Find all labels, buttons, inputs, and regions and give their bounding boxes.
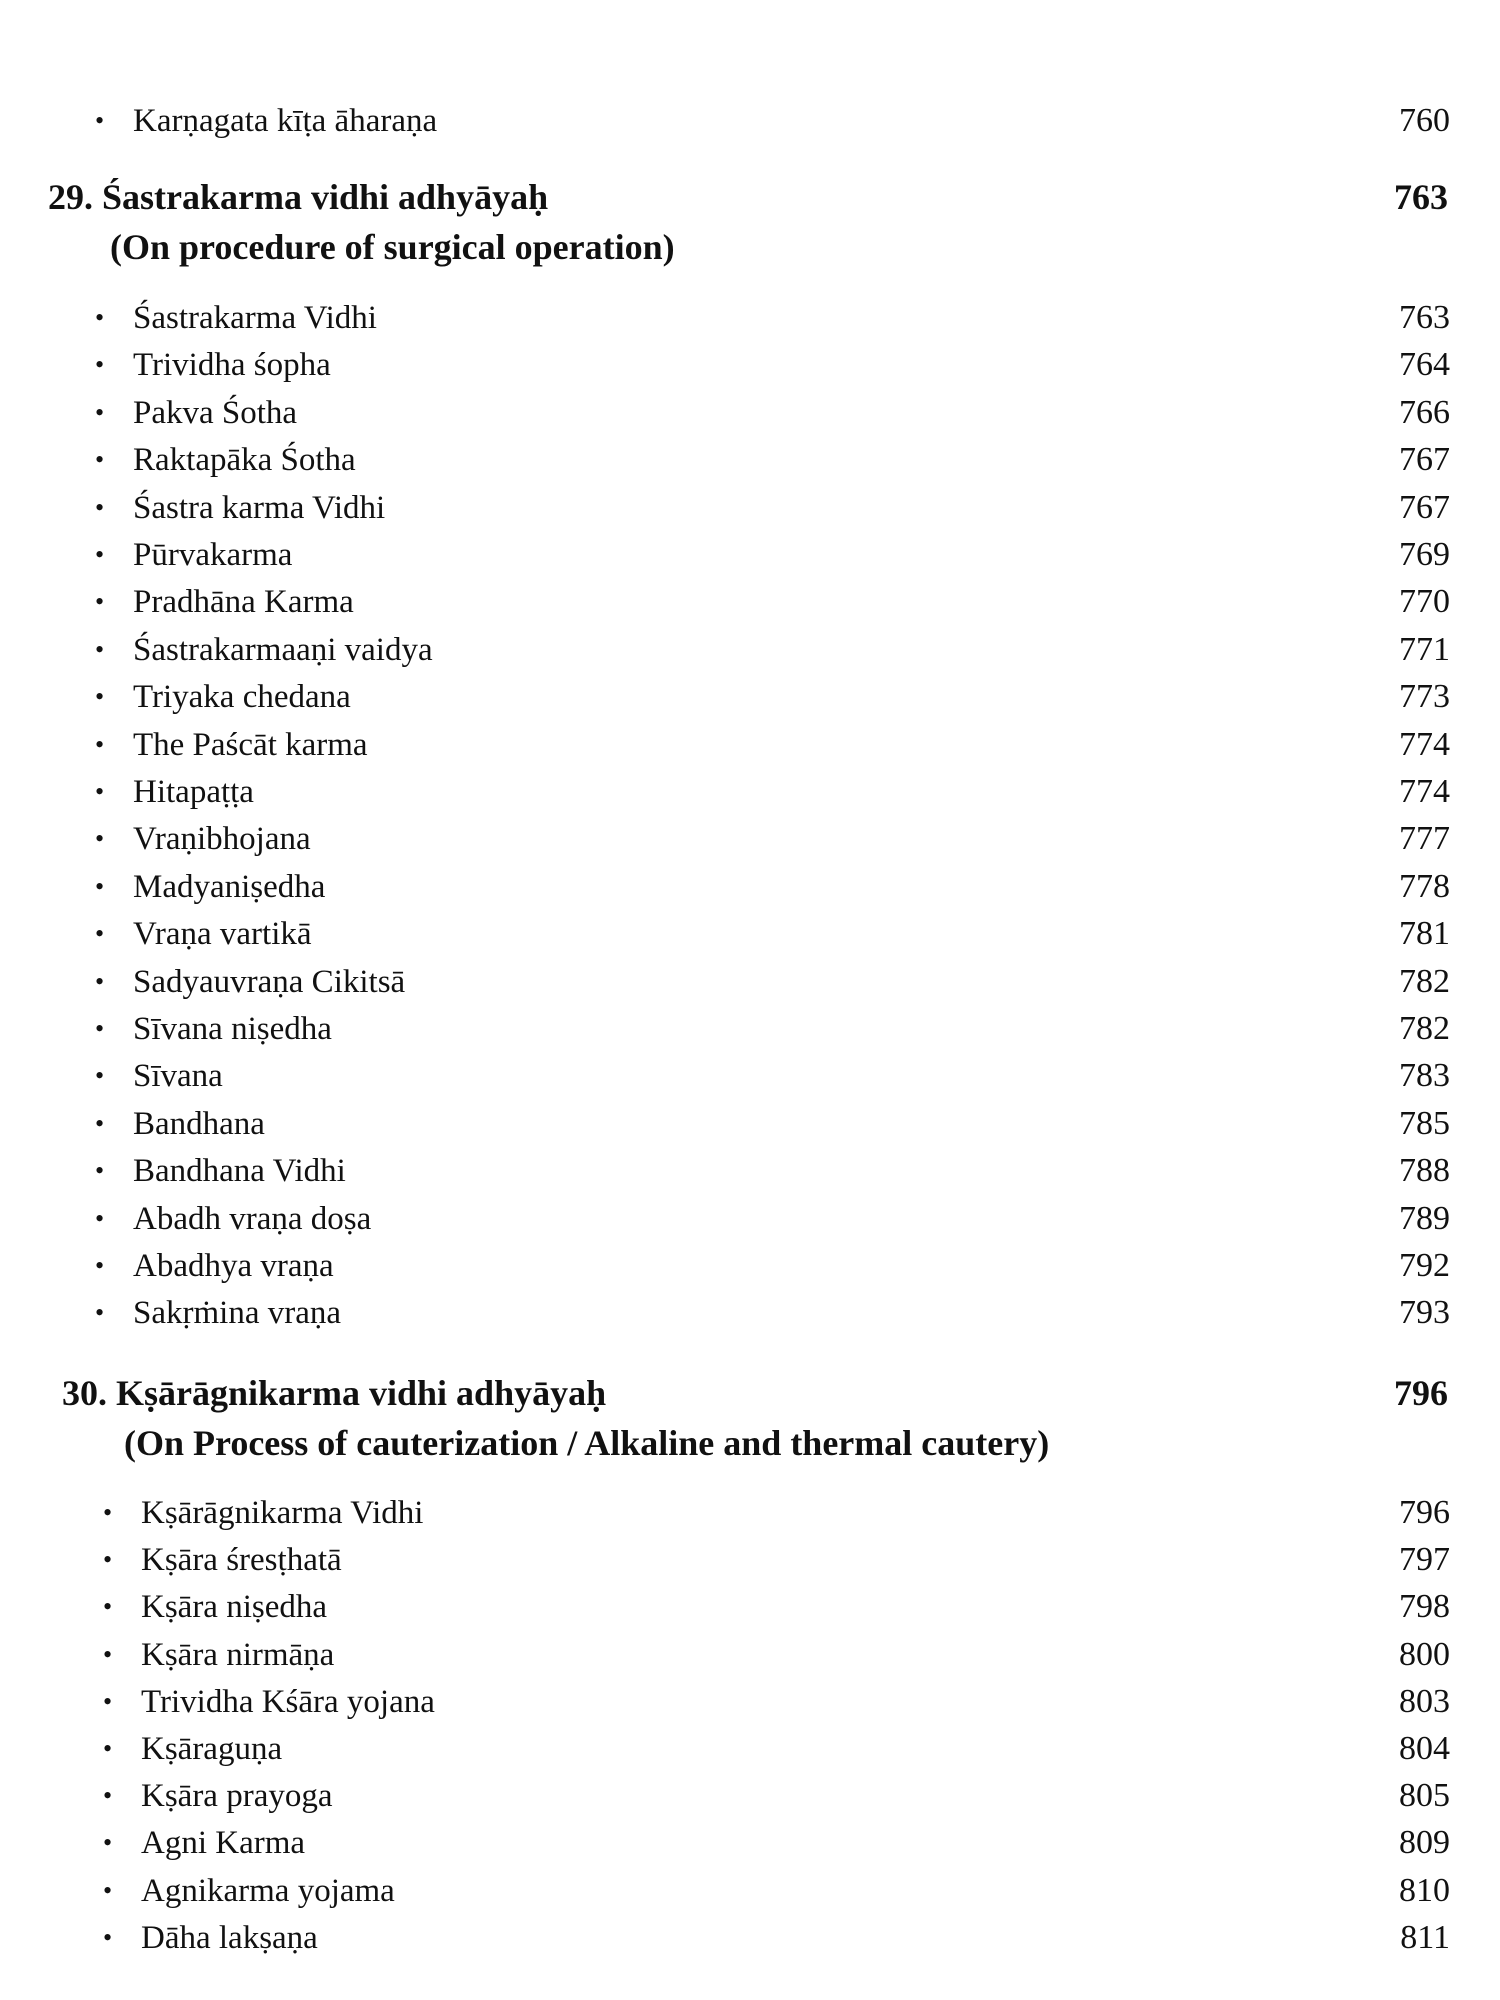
chapter-subtitle: (On procedure of surgical operation) bbox=[110, 227, 675, 267]
toc-entry-label: Kṣāra niṣedha bbox=[141, 1589, 328, 1626]
bullet-icon: • bbox=[103, 1781, 113, 1811]
toc-entry-page: 798 bbox=[1399, 1588, 1450, 1626]
toc-entry-page: 785 bbox=[1399, 1104, 1450, 1142]
toc-entry-label: Triyaka chedana bbox=[133, 679, 351, 716]
toc-entry-page: 767 bbox=[1399, 441, 1450, 479]
toc-entry bbox=[95, 390, 1450, 436]
bullet-icon: • bbox=[95, 1061, 105, 1091]
bullet-icon: • bbox=[95, 824, 105, 854]
toc-entry bbox=[95, 1196, 1450, 1242]
toc-entry bbox=[95, 532, 1450, 578]
toc-entry-label: Sīvana niṣedha bbox=[133, 1011, 332, 1047]
toc-entry bbox=[95, 722, 1450, 768]
toc-entry-label: Agnikarma yojama bbox=[141, 1872, 395, 1909]
bullet-icon: • bbox=[103, 1686, 113, 1716]
toc-entry-page: 763 bbox=[1399, 299, 1450, 336]
toc-entry-label: Śastra karma Vidhi bbox=[133, 489, 386, 526]
bullet-icon: • bbox=[95, 1298, 105, 1328]
bullet-icon: • bbox=[95, 777, 105, 806]
toc-entry bbox=[95, 769, 1450, 815]
toc-entry-label: Śastrakarma Vidhi bbox=[133, 300, 377, 336]
toc-entry-label: Madyaniṣedha bbox=[133, 868, 326, 905]
toc-entry-page: 766 bbox=[1399, 393, 1450, 431]
toc-entry-page: 800 bbox=[1399, 1635, 1450, 1673]
chapter-subtitle: (On Process of cauterization / Alkaline and thermal cautery) bbox=[124, 1423, 1050, 1463]
toc-entry bbox=[95, 342, 1450, 388]
toc-entry-label: Bandhana bbox=[133, 1105, 265, 1142]
toc-entry-label: Sadyauvraṇa Cikitsā bbox=[133, 963, 406, 1000]
toc-entry bbox=[103, 1773, 1450, 1819]
bullet-icon: • bbox=[95, 682, 105, 712]
toc-entry bbox=[95, 911, 1450, 957]
toc-entry-label: Kṣāraguṇa bbox=[141, 1731, 283, 1767]
toc-entry bbox=[95, 579, 1450, 625]
toc-entry-page: 804 bbox=[1399, 1730, 1450, 1767]
toc-entry-page: 788 bbox=[1399, 1152, 1450, 1190]
toc-entry bbox=[95, 295, 1450, 341]
bullet-icon: • bbox=[95, 1251, 105, 1280]
chapter-heading bbox=[48, 172, 1448, 272]
chapter-page: 796 bbox=[1394, 1373, 1448, 1413]
toc-entry bbox=[95, 1101, 1450, 1147]
bullet-icon: • bbox=[103, 1545, 113, 1575]
bullet-icon: • bbox=[95, 303, 105, 332]
toc-entry-page: 777 bbox=[1399, 820, 1450, 858]
bullet-icon: • bbox=[103, 1592, 113, 1622]
toc-entry-label: Pradhāna Karma bbox=[133, 584, 354, 621]
toc-entry-page: 767 bbox=[1399, 488, 1450, 526]
toc-entry-label: Vraṇibhojana bbox=[133, 821, 311, 858]
toc-entry-label: Kṣārāgnikarma Vidhi bbox=[141, 1495, 424, 1531]
toc-entry-page: 760 bbox=[1399, 102, 1450, 139]
toc-entry-page: 770 bbox=[1399, 583, 1450, 621]
toc-entry-label: Agni Karma bbox=[141, 1825, 306, 1862]
bullet-icon: • bbox=[103, 1498, 113, 1527]
toc-entry-label: Trividha Kśāra yojana bbox=[141, 1683, 435, 1720]
toc-entry bbox=[103, 1490, 1450, 1536]
toc-entry-page: 783 bbox=[1399, 1057, 1450, 1095]
toc-entry bbox=[103, 1820, 1450, 1866]
toc-entry-page: 778 bbox=[1399, 867, 1450, 905]
toc-entry bbox=[95, 437, 1450, 483]
chapter-page: 763 bbox=[1394, 177, 1448, 217]
chapter-number: 29. bbox=[48, 177, 93, 217]
toc-entry-page: 774 bbox=[1399, 725, 1450, 763]
toc-entry-page: 811 bbox=[1400, 1918, 1450, 1956]
toc-entry bbox=[103, 1868, 1450, 1914]
toc-entry-label: Kṣāra nirmāṇa bbox=[141, 1636, 335, 1673]
bullet-icon: • bbox=[95, 1014, 105, 1043]
bullet-icon: • bbox=[95, 729, 105, 759]
bullet-icon: • bbox=[103, 1734, 113, 1763]
bullet-icon: • bbox=[95, 634, 105, 664]
toc-entry bbox=[95, 1053, 1450, 1099]
chapter-title: Śastrakarma vidhi adhyāyaḥ bbox=[102, 177, 549, 217]
toc-entry-label: Vraṇa vartikā bbox=[133, 916, 312, 953]
bullet-icon: • bbox=[103, 1922, 113, 1952]
toc-entry bbox=[103, 1726, 1450, 1772]
bullet-icon: • bbox=[95, 587, 105, 617]
bullet-icon: • bbox=[95, 919, 105, 949]
toc-entry-page: 764 bbox=[1399, 346, 1450, 384]
toc-entry bbox=[95, 1148, 1450, 1194]
toc-entry bbox=[95, 1243, 1450, 1289]
toc-entry-page: 789 bbox=[1399, 1199, 1450, 1237]
toc-entry-label: Raktapāka Śotha bbox=[133, 442, 356, 479]
bullet-icon: • bbox=[103, 1875, 113, 1905]
toc-entry-label: Kṣāra śresṭhatā bbox=[141, 1542, 342, 1579]
bullet-icon: • bbox=[95, 1108, 105, 1138]
toc-entry bbox=[95, 1290, 1450, 1336]
toc-entry-page: 792 bbox=[1399, 1247, 1450, 1284]
toc-entry-label: Bandhana Vidhi bbox=[133, 1153, 346, 1190]
toc-entry bbox=[103, 1915, 1450, 1961]
toc-entry-label: Kṣāra prayoga bbox=[141, 1778, 333, 1815]
toc-entry-label: Trividha śopha bbox=[133, 347, 331, 384]
toc-entry bbox=[95, 98, 1450, 144]
bullet-icon: • bbox=[95, 106, 105, 135]
bullet-icon: • bbox=[95, 540, 105, 569]
toc-entry-label: The Paścāt karma bbox=[133, 726, 368, 763]
toc-entry-label: Pūrvakarma bbox=[133, 537, 293, 573]
toc-entry bbox=[103, 1632, 1450, 1678]
toc-entry bbox=[103, 1537, 1450, 1583]
bullet-icon: • bbox=[103, 1828, 113, 1858]
toc-entry-page: 782 bbox=[1399, 1010, 1450, 1047]
toc-entry-label: Śastrakarmaaṇi vaidya bbox=[133, 631, 433, 668]
toc-entry-label: Karṇagata kīṭa āharaṇa bbox=[133, 103, 438, 139]
toc-entry bbox=[95, 627, 1450, 673]
toc-entry-page: 771 bbox=[1399, 630, 1450, 668]
bullet-icon: • bbox=[95, 350, 105, 380]
chapter-heading bbox=[62, 1368, 1448, 1468]
chapter-number: 30. bbox=[62, 1373, 107, 1413]
toc-entry-page: 774 bbox=[1399, 773, 1450, 810]
toc-entry-page: 796 bbox=[1399, 1494, 1450, 1531]
toc-entry bbox=[103, 1679, 1450, 1725]
toc-entry-page: 797 bbox=[1399, 1541, 1450, 1579]
toc-entry bbox=[103, 1584, 1450, 1630]
bullet-icon: • bbox=[95, 1156, 105, 1186]
bullet-icon: • bbox=[95, 871, 105, 901]
toc-entry-page: 793 bbox=[1399, 1294, 1450, 1332]
toc-entry-page: 810 bbox=[1399, 1871, 1450, 1909]
toc-entry-label: Abadhya vraṇa bbox=[133, 1248, 334, 1284]
toc-entry bbox=[95, 959, 1450, 1005]
toc-entry-page: 773 bbox=[1399, 678, 1450, 716]
toc-entry bbox=[95, 864, 1450, 910]
bullet-icon: • bbox=[95, 397, 105, 427]
bullet-icon: • bbox=[103, 1639, 113, 1669]
bullet-icon: • bbox=[95, 445, 105, 475]
toc-entry bbox=[95, 485, 1450, 531]
toc-entry-label: Sīvana bbox=[133, 1058, 223, 1095]
toc-entry-label: Hitapaṭṭa bbox=[133, 774, 254, 810]
toc-entry-page: 781 bbox=[1399, 915, 1450, 953]
toc-entry bbox=[95, 674, 1450, 720]
toc-entry bbox=[95, 1006, 1450, 1052]
toc-entry-page: 809 bbox=[1399, 1824, 1450, 1862]
bullet-icon: • bbox=[95, 966, 105, 996]
toc-entry-page: 782 bbox=[1399, 962, 1450, 1000]
toc-entry-label: Pakva Śotha bbox=[133, 394, 298, 431]
toc-entry-page: 769 bbox=[1399, 536, 1450, 573]
bullet-icon: • bbox=[95, 492, 105, 522]
bullet-icon: • bbox=[95, 1203, 105, 1233]
toc-entry-page: 805 bbox=[1399, 1777, 1450, 1815]
chapter-title: Kṣārāgnikarma vidhi adhyāyaḥ bbox=[116, 1373, 607, 1413]
toc-entry-label: Abadh vraṇa doṣa bbox=[133, 1200, 372, 1237]
toc-entry-label: Sakṛṁina vraṇa bbox=[133, 1295, 342, 1332]
toc-entry bbox=[95, 816, 1450, 862]
toc-entry-page: 803 bbox=[1399, 1682, 1450, 1720]
toc-entry-label: Dāha lakṣaṇa bbox=[141, 1919, 318, 1956]
